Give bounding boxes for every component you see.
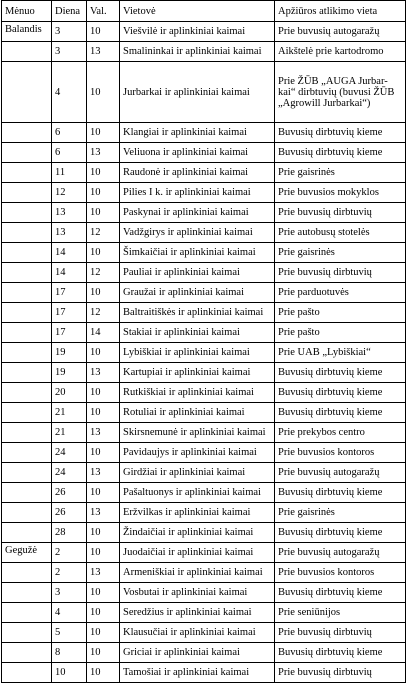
- cell-location: Prie ŽŪB „AUGA Jurbar-kai“ dirbtuvių (buvusi ŽŪB „Agrowill Jurbarkai“): [275, 62, 406, 123]
- cell-hour: 10: [87, 543, 120, 563]
- table-row: [2, 403, 406, 423]
- cell-location: Prie pašto: [275, 303, 406, 323]
- cell-place: Klausučiai ir aplinkiniai kaimai: [120, 623, 275, 643]
- cell-day: 13: [52, 223, 87, 243]
- table-row: [2, 423, 406, 443]
- cell-hour: 10: [87, 22, 120, 42]
- table-row: [2, 323, 406, 343]
- cell-day: 3: [52, 22, 87, 42]
- cell-day: 5: [52, 623, 87, 643]
- cell-location: Prie buvusios mokyklos: [275, 183, 406, 203]
- cell-hour: 13: [87, 563, 120, 583]
- cell-location: Prie buvusios kontoros: [275, 563, 406, 583]
- cell-month: [2, 183, 52, 203]
- cell-place: Juodaičiai ir aplinkiniai kaimai: [120, 543, 275, 563]
- cell-location: Prie gaisrinės: [275, 163, 406, 183]
- cell-hour: 10: [87, 183, 120, 203]
- table-row: [2, 383, 406, 403]
- cell-location: Buvusių dirbtuvių kieme: [275, 403, 406, 423]
- cell-month: [2, 303, 52, 323]
- cell-place: Vosbutai ir aplinkiniai kaimai: [120, 583, 275, 603]
- cell-hour: 13: [87, 463, 120, 483]
- table-row: [2, 183, 406, 203]
- cell-place: Šimkaičiai ir aplinkiniai kaimai: [120, 243, 275, 263]
- table-row: [2, 283, 406, 303]
- cell-month: [2, 42, 52, 62]
- cell-month: [2, 143, 52, 163]
- cell-month: [2, 403, 52, 423]
- cell-month: [2, 443, 52, 463]
- table-row: [2, 623, 406, 643]
- cell-place: Eržvilkas ir aplinkiniai kaimai: [120, 503, 275, 523]
- cell-place: Griciai ir aplinkiniai kaimai: [120, 643, 275, 663]
- cell-place: Graužai ir aplinkiniai kaimai: [120, 283, 275, 303]
- table-row: [2, 523, 406, 543]
- cell-hour: 10: [87, 163, 120, 183]
- cell-day: 6: [52, 123, 87, 143]
- cell-hour: 10: [87, 343, 120, 363]
- cell-day: 21: [52, 403, 87, 423]
- cell-location: Prie pašto: [275, 323, 406, 343]
- cell-location: Buvusių dirbtuvių kieme: [275, 583, 406, 603]
- cell-day: 2: [52, 543, 87, 563]
- cell-place: Jurbarkai ir aplinkiniai kaimai: [120, 62, 275, 123]
- cell-month: [2, 463, 52, 483]
- cell-location: Prie buvusios kontoros: [275, 443, 406, 463]
- cell-month: [2, 323, 52, 343]
- table-row: [2, 243, 406, 263]
- cell-hour: 10: [87, 283, 120, 303]
- cell-location: Prie gaisrinės: [275, 503, 406, 523]
- cell-location: Buvusių dirbtuvių kieme: [275, 363, 406, 383]
- cell-day: 4: [52, 62, 87, 123]
- cell-month: [2, 383, 52, 403]
- cell-hour: 10: [87, 583, 120, 603]
- cell-place: Pauliai ir aplinkiniai kaimai: [120, 263, 275, 283]
- cell-day: 21: [52, 423, 87, 443]
- cell-day: 26: [52, 483, 87, 503]
- cell-month: [2, 523, 52, 543]
- cell-day: 11: [52, 163, 87, 183]
- cell-place: Lybiškiai ir aplinkiniai kaimai: [120, 343, 275, 363]
- cell-day: 19: [52, 343, 87, 363]
- cell-day: 12: [52, 183, 87, 203]
- cell-location: Prie seniūnijos: [275, 603, 406, 623]
- cell-hour: 10: [87, 243, 120, 263]
- cell-month: [2, 583, 52, 603]
- cell-day: 4: [52, 603, 87, 623]
- cell-hour: 14: [87, 323, 120, 343]
- cell-month: Balandis: [2, 22, 52, 42]
- table-row: [2, 42, 406, 62]
- header-place: Vietovė: [120, 1, 275, 22]
- cell-location: Aikštelė prie kartodromo: [275, 42, 406, 62]
- cell-place: Pilies I k. ir aplinkiniai kaimai: [120, 183, 275, 203]
- cell-hour: 13: [87, 363, 120, 383]
- cell-place: Pavidaujys ir aplinkiniai kaimai: [120, 443, 275, 463]
- cell-day: 3: [52, 42, 87, 62]
- cell-month: [2, 563, 52, 583]
- table-row: [2, 543, 406, 563]
- cell-hour: 10: [87, 62, 120, 123]
- cell-location: Prie prekybos centro: [275, 423, 406, 443]
- cell-location: Buvusių dirbtuvių kieme: [275, 383, 406, 403]
- table-row: [2, 563, 406, 583]
- cell-hour: 10: [87, 203, 120, 223]
- cell-place: Paskynai ir aplinkiniai kaimai: [120, 203, 275, 223]
- cell-hour: 13: [87, 143, 120, 163]
- table-row: [2, 363, 406, 383]
- cell-place: Baltraitiškės ir aplinkiniai kaimai: [120, 303, 275, 323]
- cell-hour: 10: [87, 663, 120, 683]
- cell-location: Prie buvusių dirbtuvių: [275, 623, 406, 643]
- table-row: [2, 463, 406, 483]
- cell-place: Veliuona ir aplinkiniai kaimai: [120, 143, 275, 163]
- cell-month: [2, 363, 52, 383]
- cell-hour: 13: [87, 423, 120, 443]
- table-header-row: [2, 1, 406, 22]
- cell-place: Skirsnemunė ir aplinkiniai kaimai: [120, 423, 275, 443]
- cell-location: Buvusių dirbtuvių kieme: [275, 523, 406, 543]
- cell-day: 13: [52, 203, 87, 223]
- cell-day: 17: [52, 303, 87, 323]
- cell-day: 28: [52, 523, 87, 543]
- cell-place: Tamošiai ir aplinkiniai kaimai: [120, 663, 275, 683]
- cell-location: Prie buvusių autogaražų: [275, 22, 406, 42]
- cell-place: Pašaltuonys ir aplinkiniai kaimai: [120, 483, 275, 503]
- cell-month: [2, 283, 52, 303]
- cell-day: 20: [52, 383, 87, 403]
- cell-place: Rutkiškiai ir aplinkiniai kaimai: [120, 383, 275, 403]
- table-row: [2, 503, 406, 523]
- cell-day: 14: [52, 263, 87, 283]
- cell-place: Žindaičiai ir aplinkiniai kaimai: [120, 523, 275, 543]
- cell-location: Prie gaisrinės: [275, 243, 406, 263]
- cell-hour: 10: [87, 383, 120, 403]
- table-row: [2, 643, 406, 663]
- cell-hour: 10: [87, 403, 120, 423]
- cell-place: Rotuliai ir aplinkiniai kaimai: [120, 403, 275, 423]
- cell-day: 3: [52, 583, 87, 603]
- cell-location: Prie buvusių autogaražų: [275, 543, 406, 563]
- table-row: [2, 303, 406, 323]
- table-row: [2, 203, 406, 223]
- cell-place: Girdžiai ir aplinkiniai kaimai: [120, 463, 275, 483]
- cell-location: Prie buvusių dirbtuvių: [275, 263, 406, 283]
- cell-hour: 10: [87, 623, 120, 643]
- cell-place: Vadžgirys ir aplinkiniai kaimai: [120, 223, 275, 243]
- cell-day: 8: [52, 643, 87, 663]
- cell-month: [2, 223, 52, 243]
- cell-hour: 10: [87, 523, 120, 543]
- cell-hour: 10: [87, 643, 120, 663]
- cell-hour: 12: [87, 303, 120, 323]
- table-row: [2, 583, 406, 603]
- cell-month: [2, 503, 52, 523]
- table-row: [2, 143, 406, 163]
- table-row: [2, 123, 406, 143]
- cell-hour: 10: [87, 123, 120, 143]
- table-row: [2, 163, 406, 183]
- cell-month: [2, 163, 52, 183]
- header-day: Diena: [52, 1, 87, 22]
- cell-location: Buvusių dirbtuvių kieme: [275, 143, 406, 163]
- cell-location: Prie autobusų stotelės: [275, 223, 406, 243]
- cell-day: 17: [52, 323, 87, 343]
- cell-place: Smalininkai ir aplinkiniai kaimai: [120, 42, 275, 62]
- cell-hour: 12: [87, 263, 120, 283]
- cell-place: Kartupiai ir aplinkiniai kaimai: [120, 363, 275, 383]
- cell-month: [2, 663, 52, 683]
- cell-place: Armeniškiai ir aplinkiniai kaimai: [120, 563, 275, 583]
- cell-day: 26: [52, 503, 87, 523]
- cell-location: Prie buvusių dirbtuvių: [275, 203, 406, 223]
- cell-location: Prie UAB „Lybiškiai“: [275, 343, 406, 363]
- cell-hour: 10: [87, 443, 120, 463]
- cell-day: 14: [52, 243, 87, 263]
- cell-day: 24: [52, 463, 87, 483]
- cell-location: Buvusių dirbtuvių kieme: [275, 643, 406, 663]
- table-row: [2, 603, 406, 623]
- cell-place: Seredžius ir aplinkiniai kaimai: [120, 603, 275, 623]
- table-row: [2, 343, 406, 363]
- table-row: [2, 483, 406, 503]
- cell-place: Viešvilė ir aplinkiniai kaimai: [120, 22, 275, 42]
- cell-month: [2, 343, 52, 363]
- table-row: [2, 663, 406, 683]
- cell-location: Prie parduotuvės: [275, 283, 406, 303]
- cell-day: 10: [52, 663, 87, 683]
- table-row: [2, 443, 406, 463]
- cell-day: 24: [52, 443, 87, 463]
- table-body: [2, 22, 406, 683]
- cell-day: 17: [52, 283, 87, 303]
- cell-place: Klangiai ir aplinkiniai kaimai: [120, 123, 275, 143]
- cell-place: Stakiai ir aplinkiniai kaimai: [120, 323, 275, 343]
- cell-month: [2, 643, 52, 663]
- header-hour: Val.: [87, 1, 120, 22]
- header-location: Apžiūros atlikimo vieta: [275, 1, 406, 22]
- cell-month: [2, 263, 52, 283]
- cell-month: Gegužė: [2, 543, 52, 563]
- cell-hour: 10: [87, 603, 120, 623]
- cell-location: Prie buvusių autogaražų: [275, 463, 406, 483]
- cell-month: [2, 603, 52, 623]
- cell-hour: 10: [87, 483, 120, 503]
- cell-month: [2, 623, 52, 643]
- cell-hour: 13: [87, 42, 120, 62]
- cell-month: [2, 423, 52, 443]
- cell-day: 19: [52, 363, 87, 383]
- cell-month: [2, 243, 52, 263]
- cell-month: [2, 62, 52, 123]
- table-row: [2, 263, 406, 283]
- table-row: [2, 22, 406, 42]
- cell-month: [2, 203, 52, 223]
- cell-month: [2, 483, 52, 503]
- cell-location: Buvusių dirbtuvių kieme: [275, 483, 406, 503]
- cell-day: 6: [52, 143, 87, 163]
- cell-location: Prie buvusių dirbtuvių: [275, 663, 406, 683]
- cell-hour: 13: [87, 503, 120, 523]
- cell-hour: 12: [87, 223, 120, 243]
- table-row: [2, 62, 406, 123]
- cell-location: Buvusių dirbtuvių kieme: [275, 123, 406, 143]
- cell-month: [2, 123, 52, 143]
- header-month: Mėnuo: [2, 1, 52, 22]
- table-row: [2, 223, 406, 243]
- cell-place: Raudonė ir aplinkiniai kaimai: [120, 163, 275, 183]
- cell-day: 2: [52, 563, 87, 583]
- inspection-schedule-table: [1, 0, 406, 683]
